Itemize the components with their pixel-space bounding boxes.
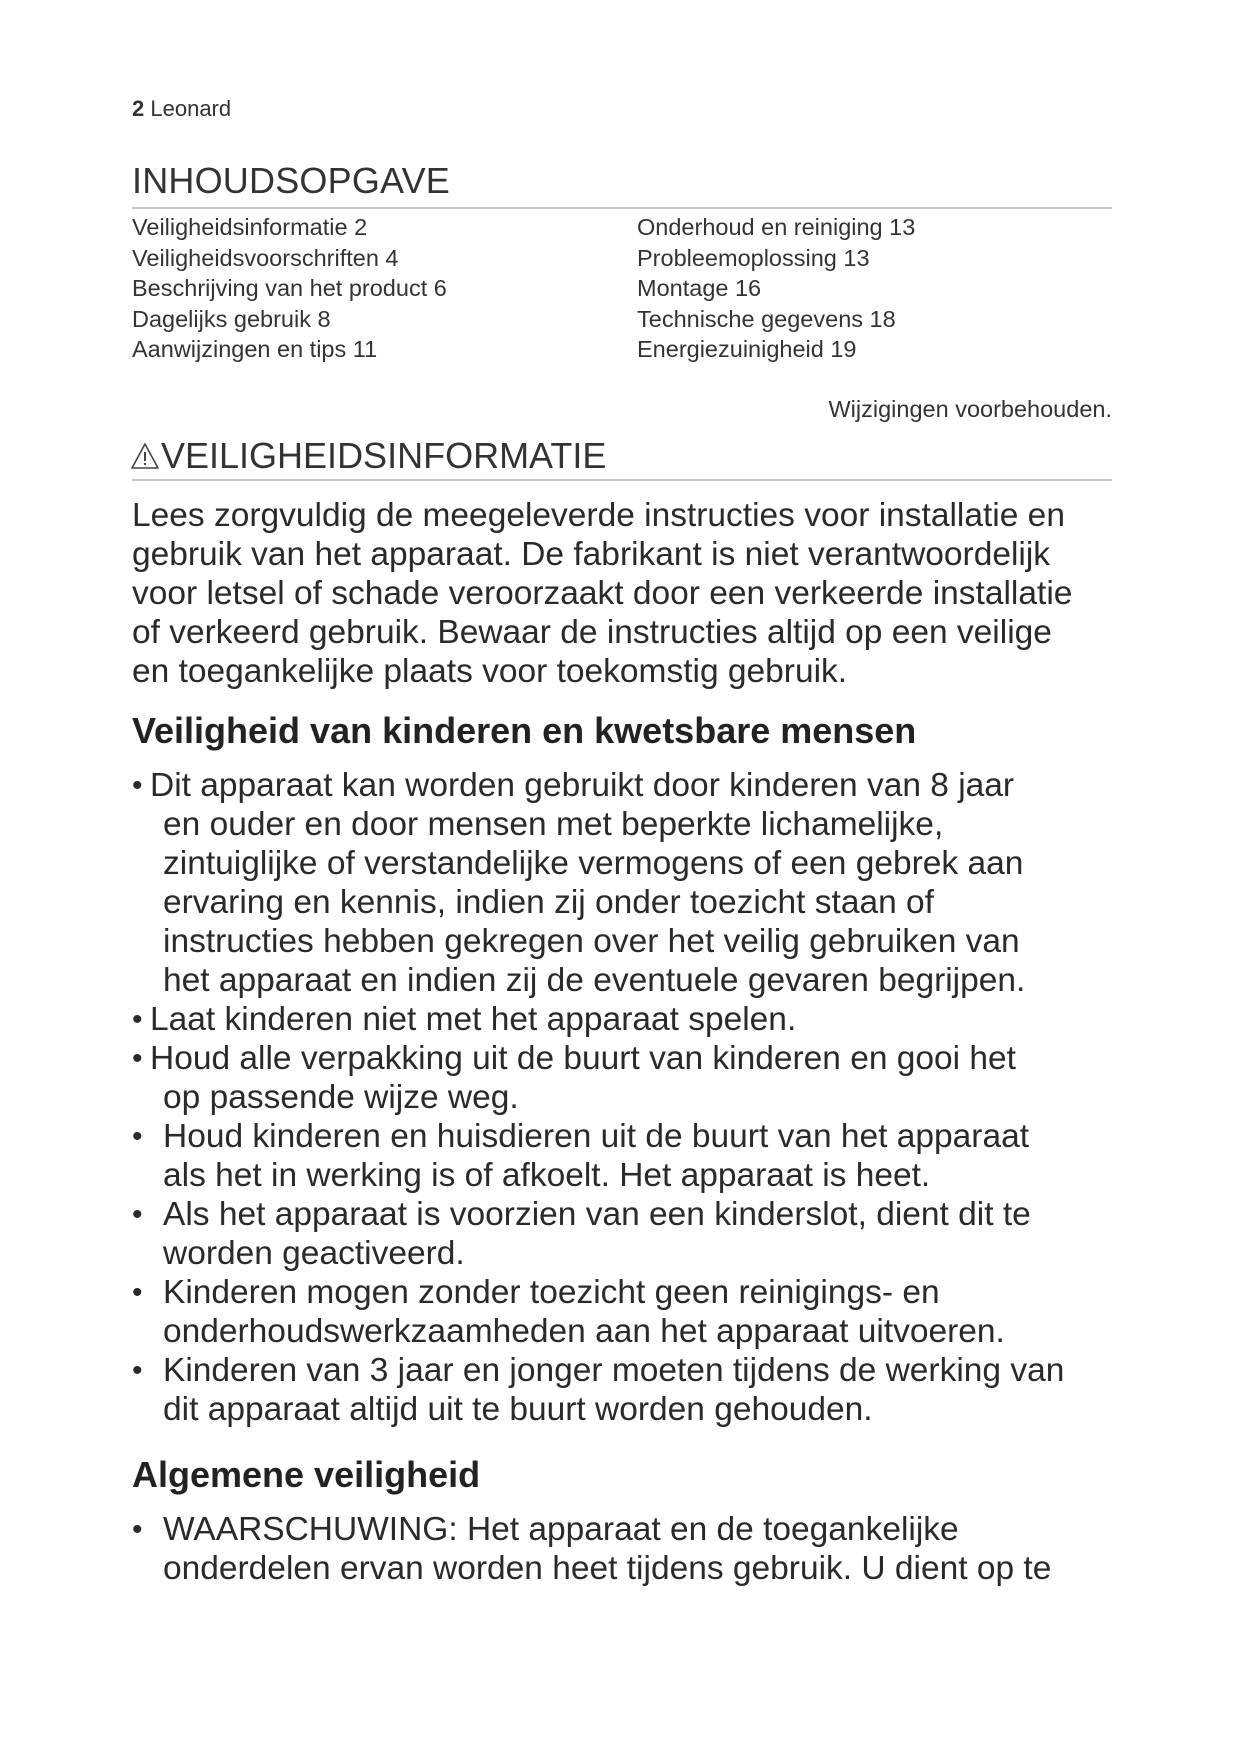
toc-entry[interactable]: Aanwijzingen en tips 11 bbox=[132, 336, 378, 362]
general-safety-heading: Algemene veiligheid bbox=[132, 1454, 481, 1495]
general-safety-list bbox=[132, 1510, 1132, 1588]
list-item bbox=[132, 1510, 1132, 1588]
safety-info-heading bbox=[130, 435, 606, 477]
bullet-icon: • bbox=[132, 1513, 143, 1546]
toc-entry[interactable]: Energiezuinigheid 19 bbox=[637, 336, 857, 362]
list-item-line: onderdelen ervan worden heet tijdens gebruik. U dient op te bbox=[163, 1550, 1052, 1587]
bullet-icon: • bbox=[132, 769, 143, 802]
list-item bbox=[132, 766, 1132, 1000]
list-item bbox=[132, 1195, 1132, 1273]
list-item bbox=[132, 1000, 1132, 1039]
bullet-icon: • bbox=[132, 1003, 143, 1036]
bullet-icon: • bbox=[132, 1042, 143, 1075]
page-number: 2 bbox=[132, 96, 145, 121]
list-item-line: Kinderen mogen zonder toezicht geen reinigings- en bbox=[163, 1274, 940, 1311]
list-item-line: en ouder en door mensen met beperkte lichamelijke, bbox=[163, 806, 944, 843]
bullet-icon: • bbox=[132, 1120, 143, 1153]
list-item-line: Houd kinderen en huisdieren uit de buurt van het apparaat bbox=[163, 1118, 1030, 1155]
toc-entry[interactable]: Veiligheidsvoorschriften 4 bbox=[132, 244, 399, 271]
list-item-line: instructies hebben gekregen over het veilig gebruiken van bbox=[163, 923, 1020, 960]
toc-left-column bbox=[132, 212, 447, 365]
list-item-line: het apparaat en indien zij de eventuele gevaren begrijpen. bbox=[163, 962, 1026, 999]
list-item bbox=[132, 1117, 1132, 1195]
toc-right-column bbox=[637, 212, 915, 365]
bullet-icon: • bbox=[132, 1276, 143, 1309]
list-item-line: dit apparaat altijd uit te buurt worden gehouden. bbox=[163, 1391, 873, 1428]
list-item-line: als het in werking is of afkoelt. Het apparaat is heet. bbox=[163, 1157, 931, 1194]
changes-reserved-note: Wijzigingen voorbehouden. bbox=[828, 396, 1112, 422]
safety-divider bbox=[132, 479, 1112, 481]
toc-entry[interactable]: Technische gegevens 18 bbox=[637, 305, 896, 332]
toc-entry[interactable]: Beschrijving van het product 6 bbox=[132, 275, 447, 301]
intro-line: voor letsel of schade veroorzaakt door een verkeerde installatie bbox=[132, 575, 1073, 612]
list-item-line: Houd alle verpakking uit de buurt van kinderen en gooi het bbox=[150, 1040, 1016, 1077]
list-item-line: Als het apparaat is voorzien van een kinderslot, dient dit te bbox=[163, 1196, 1031, 1233]
list-item bbox=[132, 1351, 1132, 1429]
toc-divider bbox=[132, 207, 1112, 209]
list-item-line: Laat kinderen niet met het apparaat spelen. bbox=[150, 1001, 797, 1038]
children-safety-heading: Veiligheid van kinderen en kwetsbare mensen bbox=[132, 710, 917, 751]
toc-entry[interactable]: Montage 16 bbox=[637, 275, 762, 301]
toc-entry[interactable]: Onderhoud en reiniging 13 bbox=[637, 214, 916, 240]
list-item-line: worden geactiveerd. bbox=[163, 1235, 465, 1272]
list-item bbox=[132, 1039, 1132, 1117]
list-item-line: zintuiglijke of verstandelijke vermogens of een gebrek aan bbox=[163, 845, 1024, 882]
safety-intro-paragraph bbox=[132, 496, 1122, 691]
list-item-line: op passende wijze weg. bbox=[163, 1079, 519, 1116]
page-header bbox=[132, 96, 231, 122]
list-item bbox=[132, 1273, 1132, 1351]
list-item-line: ervaring en kennis, indien zij onder toezicht staan of bbox=[163, 884, 934, 921]
intro-line: gebruik van het apparaat. De fabrikant is niet verantwoordelijk bbox=[132, 536, 1051, 573]
intro-line: Lees zorgvuldig de meegeleverde instructies voor installatie en bbox=[132, 497, 1065, 534]
intro-line: of verkeerd gebruik. Bewaar de instructies altijd op een veilige bbox=[132, 614, 1052, 651]
toc-entry[interactable]: Dagelijks gebruik 8 bbox=[132, 305, 331, 332]
list-item-line: Kinderen van 3 jaar en jonger moeten tijdens de werking van bbox=[163, 1352, 1065, 1389]
intro-line: en toegankelijke plaats voor toekomstig gebruik. bbox=[132, 653, 848, 690]
children-safety-list bbox=[132, 766, 1132, 1429]
toc-entry[interactable]: Probleemoplossing 13 bbox=[637, 244, 870, 271]
bullet-icon: • bbox=[132, 1354, 143, 1387]
safety-info-title: VEILIGHEIDSINFORMATIE bbox=[161, 435, 607, 476]
brand-name: Leonard bbox=[150, 96, 232, 121]
list-item-line: WAARSCHUWING: Het apparaat en de toegankelijke bbox=[163, 1511, 959, 1548]
toc-entry[interactable]: Veiligheidsinformatie 2 bbox=[132, 214, 368, 240]
warning-triangle-icon bbox=[130, 441, 160, 471]
list-item-line: Dit apparaat kan worden gebruikt door kinderen van 8 jaar bbox=[150, 767, 1015, 804]
bullet-icon: • bbox=[132, 1198, 143, 1231]
toc-title: INHOUDSOPGAVE bbox=[132, 160, 450, 201]
list-item-line: onderhoudswerkzaamheden aan het apparaat uitvoeren. bbox=[163, 1313, 1005, 1350]
